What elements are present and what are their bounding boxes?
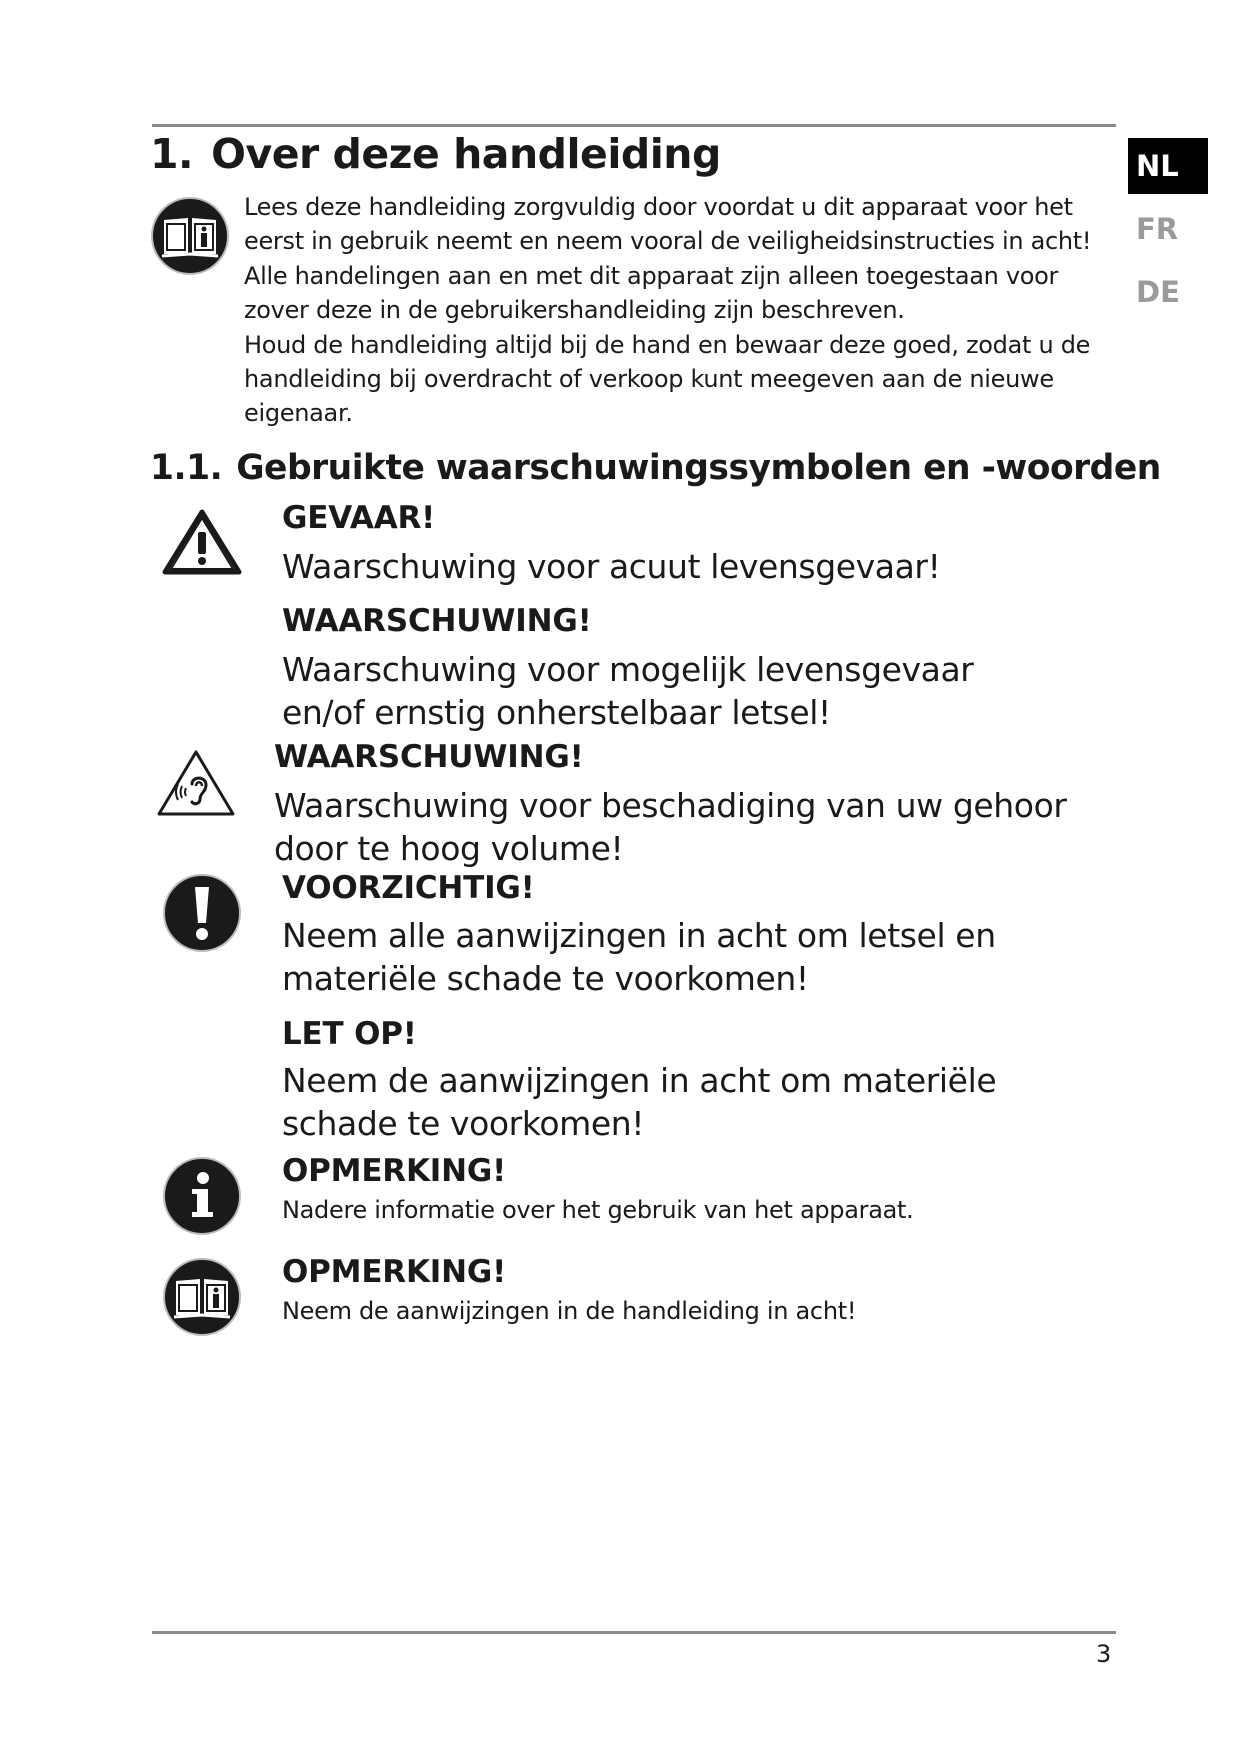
manual-info-icon — [150, 196, 230, 276]
top-rule — [152, 124, 1116, 127]
language-tabs — [1128, 138, 1208, 327]
symbol-title: VOORZICHTIG! — [282, 870, 535, 906]
warning-triangle-icon — [162, 508, 242, 576]
section-number: 1. — [150, 130, 194, 178]
intro-paragraph: Houd de handleiding altijd bij de hand en bewaar deze goed, zodat u de handleiding bij overdracht of verkoop kunt meegeven aan de nieuwe eigenaar. — [244, 331, 1091, 427]
bottom-rule — [152, 1631, 1116, 1634]
symbol-text: Waarschuwing voor beschadiging van uw gehoor door te hoog volume! — [274, 786, 1067, 868]
symbol-title: WAARSCHUWING! — [274, 739, 584, 775]
symbol-text: Waarschuwing voor mogelijk levensgevaar en/of ernstig onherstelbaar letsel! — [282, 650, 974, 732]
symbol-text: Neem de aanwijzingen in de handleiding in acht! — [282, 1297, 857, 1325]
intro-text — [244, 191, 1124, 432]
page-number: 3 — [1096, 1640, 1112, 1668]
subsection-title: Gebruikte waarschuwingssymbolen en -woorden — [236, 448, 1161, 488]
manual-info-icon — [162, 1257, 242, 1337]
symbol-text: Neem de aanwijzingen in acht om materiële schade te voorkomen! — [282, 1061, 997, 1143]
info-circle-icon — [162, 1156, 242, 1236]
symbol-title: LET OP! — [282, 1016, 417, 1052]
symbol-title: WAARSCHUWING! — [282, 603, 592, 639]
section-heading — [150, 130, 721, 178]
intro-paragraph: Lees deze handleiding zorgvuldig door voordat u dit apparaat voor het eerst in gebruik neemt en neem vooral de veiligheidsinstructies in acht! — [244, 193, 1092, 255]
symbol-title: OPMERKING! — [282, 1153, 507, 1189]
symbol-text: Nadere informatie over het gebruik van het apparaat. — [282, 1196, 914, 1224]
exclamation-circle-icon — [162, 873, 242, 953]
symbol-text: Waarschuwing voor acuut levensgevaar! — [282, 547, 941, 586]
subsection-heading — [150, 448, 1161, 488]
symbol-text: Neem alle aanwijzingen in acht om letsel en materiële schade te voorkomen! — [282, 916, 996, 998]
subsection-number: 1.1. — [150, 448, 223, 488]
lang-tab-nl[interactable]: NL — [1128, 138, 1208, 194]
symbol-title: OPMERKING! — [282, 1254, 507, 1290]
section-title: Over deze handleiding — [211, 130, 721, 178]
lang-tab-de[interactable]: DE — [1136, 275, 1180, 309]
hearing-warning-icon — [156, 748, 236, 818]
lang-tab-fr[interactable]: FR — [1136, 212, 1179, 246]
intro-paragraph: Alle handelingen aan en met dit apparaat zijn alleen toegestaan voor zover deze in de gebruikershandleiding zijn beschreven. — [244, 262, 1059, 324]
symbol-title: GEVAAR! — [282, 500, 436, 536]
